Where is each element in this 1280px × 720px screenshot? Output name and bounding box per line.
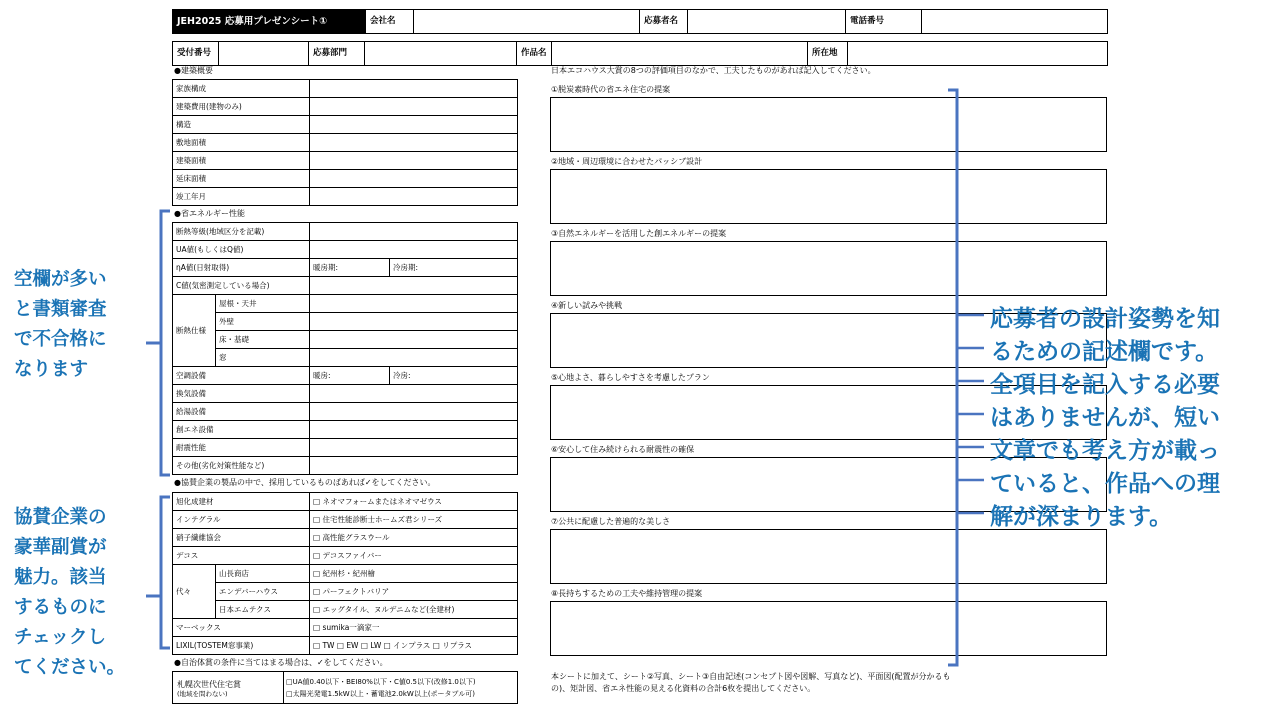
sponsor-name: マーベックス <box>173 619 310 637</box>
sponsor-name: エンデバーハウス <box>216 583 310 601</box>
building-title: ●建築概要 <box>174 66 213 75</box>
sponsor-checkbox[interactable]: □ sumika一滴家一 <box>310 619 518 637</box>
sponsor-name: インテグラル <box>173 511 310 529</box>
sponsor-group-label: 代々 <box>173 565 216 619</box>
spec-item-label: 窓 <box>216 349 310 367</box>
annotation-line: チェックし <box>14 627 106 648</box>
c-value-label: C値(気密測定している場合) <box>173 277 310 295</box>
annotation-line: 協賛企業の <box>14 507 107 528</box>
sponsor-name: 日本エムテクス <box>216 601 310 619</box>
sponsor-checkbox[interactable]: □ パーフェクトバリア <box>310 583 518 601</box>
left-bracket-1 <box>146 211 170 475</box>
sponsor-checkbox[interactable]: □ 住宅性能診断士ホームズ君シリーズ <box>310 511 518 529</box>
evaluation-item-label: ②地域・周辺環境に合わせたパッシブ設計 <box>551 157 703 166</box>
evaluation-item-label: ⑧長持ちするための工夫や維持管理の提案 <box>551 589 703 598</box>
annotation-line: 空欄が多い <box>14 269 107 290</box>
sponsor-name: 旭化成建材 <box>173 493 310 511</box>
building-row-label: 延床面積 <box>173 170 310 188</box>
ac-heat-field[interactable]: 暖房: <box>310 367 390 385</box>
eta-cool-field[interactable]: 冷房期: <box>390 259 518 277</box>
sponsor-name: デコス <box>173 547 310 565</box>
sheet-title: JEH2025 応募用プレゼンシート① <box>173 10 366 34</box>
eta-label: ηA値(日射取得) <box>173 259 310 277</box>
evaluation-item-label: ①脱炭素時代の省エネ住宅の提案 <box>551 85 671 94</box>
building-row-label: 建築面積 <box>173 152 310 170</box>
dept-label: 応募部門 <box>309 42 365 66</box>
annotation-line: 全項目を記入する必要 <box>990 372 1220 398</box>
building-row-label: 敷地面積 <box>173 134 310 152</box>
evaluation-item-label: ③自然エネルギーを活用した創エネルギーの提案 <box>551 229 727 238</box>
ac-label: 空調設備 <box>173 367 310 385</box>
municipal-condition-2[interactable]: □太陽光発電1.5kW以上・蓄電池2.0kW以上(ポータブル可) <box>286 690 476 698</box>
sponsor-checkbox[interactable]: □ ネオマフォームまたはネオマゼウス <box>310 493 518 511</box>
evaluation-item-label: ⑥安心して住み続けられる耐震性の確保 <box>551 445 695 454</box>
equipment-row-label: 創エネ設備 <box>173 421 310 439</box>
sponsor-name: 硝子繊維協会 <box>173 529 310 547</box>
phone-label: 電話番号 <box>846 10 922 34</box>
ac-cool-field[interactable]: 冷房: <box>390 367 518 385</box>
location-label: 所在地 <box>808 42 848 66</box>
sponsor-checkbox[interactable]: □ デコスファイバー <box>310 547 518 565</box>
sponsor-checkbox[interactable]: □ TW □ EW □ LW □ インプラス □ リプラス <box>310 637 518 655</box>
evaluation-item-label: ⑤心地よさ、暮らしやすさを考慮したプラン <box>551 373 710 382</box>
evaluation-intro: 日本エコハウス大賞の8つの評価項目のなかで、工夫したものがあれば記入してください。 <box>551 66 876 75</box>
municipal-condition-1[interactable]: □UA値0.40以下・BEI80%以下・C値0.5以下(改修1.0以下) <box>286 678 476 686</box>
building-row-label: 家族構成 <box>173 80 310 98</box>
annotation-line: るための記述欄です。 <box>990 339 1219 365</box>
annotation-line: 豪華副賞が <box>14 537 107 558</box>
annotation-line: で不合格に <box>14 329 107 350</box>
equipment-row-label: 換気設備 <box>173 385 310 403</box>
footer-note-line-2: の)、矩計図、省エネ性能の見える化資料の合計6枚を提出してください。 <box>551 684 816 693</box>
sponsor-name: LIXIL(TOSTEM窓事業) <box>173 637 310 655</box>
annotation-line: 魅力。該当 <box>14 567 107 588</box>
annotation-left-1 <box>14 265 107 385</box>
annotation-line: はありませんが、短い <box>990 405 1220 431</box>
energy-title: ●省エネルギー性能 <box>174 209 245 218</box>
footer-note-line-1: 本シートに加えて、シート②写真、シート③自由記述(コンセプト図や図解、写真など)、平面図(配置が分かるも <box>551 672 951 681</box>
insulation-grade-label: 断熱等級(地域区分を記載) <box>173 223 310 241</box>
applicant-label: 応募者名 <box>640 10 688 34</box>
spec-item-label: 床・基礎 <box>216 331 310 349</box>
annotation-line: てください。 <box>14 657 126 678</box>
annotation-line: なります <box>14 359 89 380</box>
annotation-right <box>990 303 1220 534</box>
equipment-row-label: 給湯設備 <box>173 403 310 421</box>
sponsor-checkbox[interactable]: □ 高性能グラスウール <box>310 529 518 547</box>
sponsor-name: 山長商店 <box>216 565 310 583</box>
sponsor-checkbox[interactable]: □ 紀州杉・紀州檜 <box>310 565 518 583</box>
ua-label: UA値(もしくはQ値) <box>173 241 310 259</box>
municipal-title: ●自治体賞の条件に当てはまる場合は、✓をしてください。 <box>174 658 388 667</box>
company-label: 会社名 <box>366 10 414 34</box>
reception-label: 受付番号 <box>173 42 219 66</box>
sponsors-title: ●協賛企業の製品の中で、採用しているものばあれば✓をしてください。 <box>174 478 436 487</box>
annotation-line: と書類審査 <box>14 299 107 320</box>
evaluation-item-label: ④新しい試みや挑戦 <box>551 301 623 310</box>
work-label: 作品名 <box>517 42 552 66</box>
evaluation-item-label: ⑦公共に配慮した普遍的な美しさ <box>551 517 671 526</box>
municipal-award-name: 札幌次世代住宅賞 <box>177 680 241 689</box>
right-bracket <box>948 90 957 665</box>
annotation-line: 応募者の設計姿勢を知 <box>990 306 1220 332</box>
eta-heat-field[interactable]: 暖房期: <box>310 259 390 277</box>
spec-item-label: 屋根・天井 <box>216 295 310 313</box>
annotation-line: するものに <box>14 597 107 618</box>
municipal-award-sub: (地域を問わない) <box>177 690 228 698</box>
spec-group-label: 断熱仕様 <box>173 295 216 367</box>
annotation-line: 解が深まります。 <box>990 504 1173 530</box>
sponsor-checkbox[interactable]: □ エッグタイル、ヌルデニムなど(全建材) <box>310 601 518 619</box>
equipment-row-label: 耐震性能 <box>173 439 310 457</box>
left-bracket-2 <box>146 497 170 648</box>
building-row-label: 竣工年月 <box>173 188 310 206</box>
annotation-line: 文章でも考え方が載っ <box>990 438 1220 464</box>
equipment-row-label: その他(劣化対策性能など) <box>173 457 310 475</box>
building-row-label: 建築費用(建物のみ) <box>173 98 310 116</box>
spec-item-label: 外壁 <box>216 313 310 331</box>
annotation-line: ていると、作品への理 <box>990 471 1220 497</box>
building-row-label: 構造 <box>173 116 310 134</box>
annotation-left-2 <box>14 503 125 683</box>
